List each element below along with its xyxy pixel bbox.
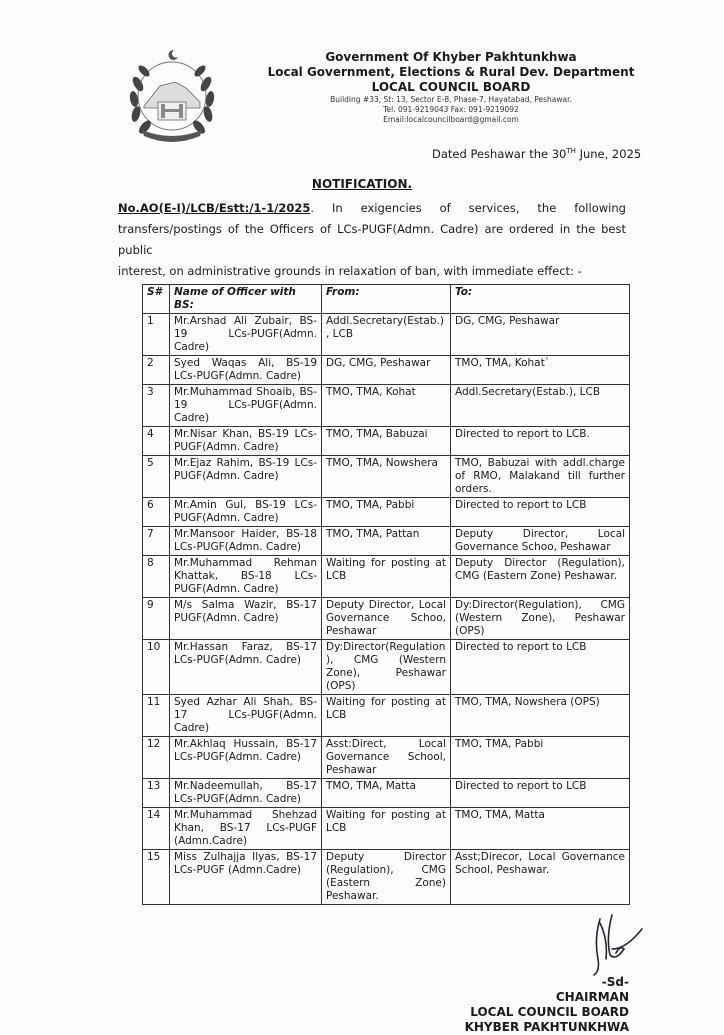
intro-word: In [331, 201, 343, 215]
officer-name-cell: M/s Salma Wazir, BS-17 PUGF(Admn. Cadre) [170, 598, 322, 640]
from-cell: TMO, TMA, Nowshera [322, 456, 451, 498]
to-cell: Dy:Director(Regulation), CMG (Western Zone), Peshawar (OPS) [451, 598, 630, 640]
signatory-province: KHYBER PAKHTUNKHWA [464, 1020, 629, 1034]
intro-paragraph [118, 198, 626, 282]
from-cell: Dy:Director(Regulation), CMG (Western Zone), Peshawar (OPS) [322, 640, 451, 695]
serial-cell: 10 [143, 640, 170, 695]
table-row [143, 737, 630, 779]
officer-name-cell: Mr.Nisar Khan, BS-19 LCs-PUGF(Admn. Cadre) [170, 427, 322, 456]
from-cell: Asst:Direct, Local Governance School, Peshawar [322, 737, 451, 779]
kp-emblem-logo-icon [120, 44, 224, 148]
officer-name-cell: Syed Waqas Ali, BS-19 LCs-PUGF(Admn. Cadre) [170, 356, 322, 385]
signatory-title: CHAIRMAN [555, 990, 629, 1004]
header-to: To: [451, 285, 630, 314]
from-cell: DG, CMG, Peshawar [322, 356, 451, 385]
phone-fax: Tel. 091-9219043 Fax: 091-9219092 [383, 105, 519, 114]
to-cell: Directed to report to LCB. [451, 427, 630, 456]
serial-cell: 1 [143, 314, 170, 356]
table-row [143, 640, 630, 695]
table-row [143, 527, 630, 556]
officer-name-cell: Mr.Muhammad Shehzad Khan, BS-17 LCs-PUGF (Admn.Cadre) [170, 808, 322, 850]
from-cell: TMO, TMA, Pattan [322, 527, 451, 556]
officer-name-cell: Mr.Hassan Faraz, BS-17 LCs-PUGF(Admn. Cadre) [170, 640, 322, 695]
from-cell: Deputy Director (Regulation), CMG (Eastern Zone) Peshawar. [322, 850, 451, 905]
from-cell: TMO, TMA, Matta [322, 779, 451, 808]
table-row [143, 498, 630, 527]
serial-cell: 15 [143, 850, 170, 905]
to-cell: Directed to report to LCB [451, 779, 630, 808]
to-cell: Addl.Secretary(Estab.), LCB [451, 385, 630, 427]
header-name: Name of Officer with BS: [170, 285, 322, 314]
serial-cell: 14 [143, 808, 170, 850]
table-row [143, 314, 630, 356]
table-row [143, 598, 630, 640]
from-cell: Waiting for posting at LCB [322, 556, 451, 598]
from-cell: Waiting for posting at LCB [322, 695, 451, 737]
serial-cell: 4 [143, 427, 170, 456]
transfers-table [142, 284, 630, 905]
to-cell: DG, CMG, Peshawar [451, 314, 630, 356]
intro-word: exigencies [360, 201, 422, 215]
to-cell: Deputy Director (Regulation), CMG (Eastern Zone) Peshawar. [451, 556, 630, 598]
serial-cell: 11 [143, 695, 170, 737]
intro-line-2: transfers/postings of the Officers of LCs-PUGF(Admn. Cadre) are ordered in the best public [118, 222, 626, 257]
to-cell: TMO, TMA, Kohat` [451, 356, 630, 385]
serial-cell: 12 [143, 737, 170, 779]
signature-block [465, 975, 629, 1035]
header-from: From: [322, 285, 451, 314]
table-row [143, 779, 630, 808]
handwritten-signature-icon [590, 909, 650, 979]
sd-mark: -Sd- [601, 975, 629, 989]
from-cell: TMO, TMA, Pabbi [322, 498, 451, 527]
board-name: LOCAL COUNCIL BOARD [371, 80, 531, 94]
reference-number: No.AO(E-I)/LCB/Estt:/1-1/2025 [118, 201, 311, 215]
government-name: Government Of Khyber Pakhtunkhwa [325, 50, 577, 64]
table-row [143, 427, 630, 456]
letterhead [228, 50, 674, 125]
notification-title: NOTIFICATION. [311, 177, 413, 191]
from-cell: Addl.Secretary(Estab.), LCB [322, 314, 451, 356]
officer-name-cell: Mr.Muhammad Shoaib, BS-19 LCs-PUGF(Admn. Cadre) [170, 385, 322, 427]
table-row [143, 356, 630, 385]
officer-name-cell: Mr.Mansoor Haider, BS-18 LCs-PUGF(Admn. Cadre) [170, 527, 322, 556]
table-row [143, 556, 630, 598]
date-line [432, 146, 641, 162]
serial-cell: 6 [143, 498, 170, 527]
to-cell: Directed to report to LCB [451, 498, 630, 527]
officer-name-cell: Mr.Muhammad Rehman Khattak, BS-18 LCs-PUGF(Admn. Cadre) [170, 556, 322, 598]
intro-line-3: interest, on administrative grounds in relaxation of ban, with immediate effect: - [118, 264, 582, 278]
from-cell: Waiting for posting at LCB [322, 808, 451, 850]
to-cell: Directed to report to LCB [451, 640, 630, 695]
officer-name-cell: Mr.Ejaz Rahim, BS-19 LCs-PUGF(Admn. Cadre) [170, 456, 322, 498]
to-cell: Deputy Director, Local Governance Schoo, Peshawar [451, 527, 630, 556]
officer-name-cell: Mr.Amin Gul, BS-19 LCs-PUGF(Admn. Cadre) [170, 498, 322, 527]
signatory-org: LOCAL COUNCIL BOARD [470, 1005, 629, 1019]
email: Email:localcouncilboard@gmail.com [383, 115, 519, 124]
serial-cell: 5 [143, 456, 170, 498]
intro-word: following [574, 201, 626, 215]
date-sup: TH [566, 147, 576, 156]
date-prefix: Dated Peshawar the 30 [432, 147, 567, 161]
table-row [143, 695, 630, 737]
to-cell: TMO, TMA, Nowshera (OPS) [451, 695, 630, 737]
serial-cell: 9 [143, 598, 170, 640]
address: Building #33, St: 13, Sector E-8, Phase-7, Hayatabad, Peshawar. [330, 95, 572, 104]
to-cell: Asst;Direcor, Local Governance School, Peshawar. [451, 850, 630, 905]
officer-name-cell: Mr.Akhlaq Hussain, BS-17 LCs-PUGF(Admn. Cadre) [170, 737, 322, 779]
officer-name-cell: Miss Zulhajja Ilyas, BS-17 LCs-PUGF (Admn.Cadre) [170, 850, 322, 905]
intro-word: . [310, 201, 315, 215]
from-cell: TMO, TMA, Babuzai [322, 427, 451, 456]
serial-cell: 13 [143, 779, 170, 808]
table-header-row [143, 285, 630, 314]
table-row [143, 808, 630, 850]
date-suffix: June, 2025 [575, 147, 642, 161]
officer-name-cell: Mr.Nadeemullah, BS-17 LCs-PUGF(Admn. Cadre) [170, 779, 322, 808]
officer-name-cell: Syed Azhar Ali Shah, BS-17 LCs-PUGF(Admn. Cadre) [170, 695, 322, 737]
officer-name-cell: Mr.Arshad Ali Zubair, BS-19 LCs-PUGF(Admn. Cadre) [170, 314, 322, 356]
header-sn: S# [143, 285, 170, 314]
serial-cell: 7 [143, 527, 170, 556]
intro-word: of [439, 201, 451, 215]
table-row [143, 456, 630, 498]
serial-cell: 3 [143, 385, 170, 427]
page-top [0, 0, 724, 170]
to-cell: TMO, TMA, Matta [451, 808, 630, 850]
serial-cell: 2 [143, 356, 170, 385]
to-cell: TMO, TMA, Pabbi [451, 737, 630, 779]
department-name: Local Government, Elections & Rural Dev. Department [267, 65, 635, 79]
intro-word: the [537, 201, 557, 215]
table-row [143, 385, 630, 427]
table-row [143, 850, 630, 905]
intro-line-1 [118, 198, 626, 219]
from-cell: TMO, TMA, Kohat [322, 385, 451, 427]
serial-cell: 8 [143, 556, 170, 598]
to-cell: TMO, Babuzai with addl.charge of RMO, Malakand till further orders. [451, 456, 630, 498]
intro-word: services, [468, 201, 520, 215]
from-cell: Deputy Director, Local Governance Schoo, Peshawar [322, 598, 451, 640]
